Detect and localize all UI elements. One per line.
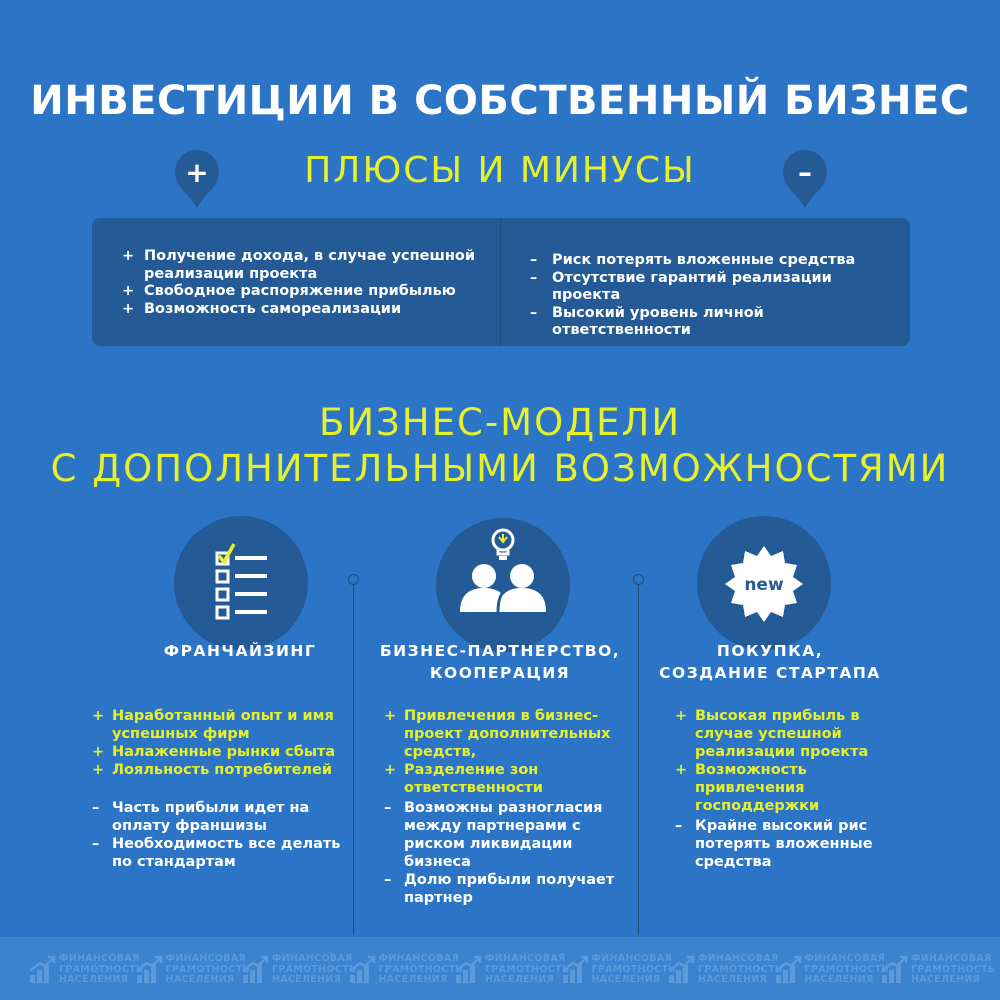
list-item: + Свободное распоряжение прибылью <box>122 283 456 299</box>
pros-list <box>122 248 492 318</box>
list-item: – Долю прибыли получает партнер <box>384 872 615 906</box>
list-item: – Необходимость все делать по стандартам <box>92 836 341 870</box>
partners-lightbulb-icon <box>436 518 570 652</box>
checklist-icon <box>174 516 308 650</box>
list-item: + Получение дохода, в случае успешной реализации проекта <box>122 248 476 282</box>
model-name-franchising: ФРАНЧАЙЗИНГ <box>163 642 317 660</box>
minus-symbol: – <box>798 156 812 189</box>
separator-line <box>353 585 354 935</box>
plus-symbol: + <box>185 156 209 189</box>
pros-cons-panel <box>92 218 910 346</box>
footer-logo-text: ФИНАНСОВАЯ ГРАМОТНОСТЬ НАСЕЛЕНИЯ <box>272 953 357 986</box>
model-name-startup: ПОКУПКА, СОЗДАНИЕ СТАРТАПА <box>659 642 881 682</box>
franchising-list <box>92 707 342 871</box>
list-item: – Отсутствие гарантий реализации проекта <box>530 269 832 303</box>
list-item: – Риск потерять вложенные средства <box>530 252 856 268</box>
footer-logo <box>241 947 357 993</box>
growth-chart-icon <box>774 955 802 985</box>
growth-chart-icon <box>241 955 269 985</box>
separator-line <box>638 585 639 935</box>
footer-logo <box>774 947 889 993</box>
separator-dot <box>348 574 359 585</box>
growth-chart-icon <box>348 955 376 985</box>
list-item: + Возможность самореализации <box>122 300 402 317</box>
growth-chart-icon <box>135 955 163 985</box>
footer-logo <box>454 947 570 993</box>
footer-logo-text: ФИНАНСОВАЯ ГРАМОТНОСТЬ НАСЕЛЕНИЯ <box>165 953 250 986</box>
list-item: + Возможность привлечения господдержки <box>675 762 820 814</box>
list-item: – Часть прибыли идет на оплату франшизы <box>92 800 310 834</box>
growth-chart-icon <box>880 955 908 985</box>
growth-chart-icon <box>561 955 589 985</box>
list-item: – Высокий уровень личной ответственности <box>530 304 764 338</box>
growth-chart-icon <box>667 955 695 985</box>
minus-pin-icon <box>781 150 829 210</box>
list-item: – Крайне высокий рис потерять вложенные средства <box>675 818 873 870</box>
list-item: + Разделение зон ответственности <box>384 762 543 796</box>
list-item: + Высокая прибыль в случае успешной реализации проекта <box>675 708 869 760</box>
partnership-list <box>384 707 624 907</box>
footer-logo-text: ФИНАНСОВАЯ ГРАМОТНОСТЬ НАСЕЛЕНИЯ <box>591 953 676 986</box>
startup-list <box>675 707 920 871</box>
growth-chart-icon <box>28 955 56 985</box>
list-item: + Привлечения в бизнес-проект дополнительных средств, <box>384 708 611 760</box>
footer-logo-text: ФИНАНСОВАЯ ГРАМОТНОСТЬ НАСЕЛЕНИЯ <box>485 953 570 986</box>
footer-logo <box>348 947 463 993</box>
page-subtitle: ПЛЮСЫ И МИНУСЫ <box>304 150 696 191</box>
footer-logo <box>880 947 996 993</box>
divider <box>500 218 501 346</box>
separator-dot <box>633 574 644 585</box>
footer-logo <box>28 947 144 993</box>
models-section-title: БИЗНЕС-МОДЕЛИ С ДОПОЛНИТЕЛЬНЫМИ ВОЗМОЖНОСТЯМИ <box>50 401 950 490</box>
footer-logo-text: ФИНАНСОВАЯ ГРАМОТНОСТЬ НАСЕЛЕНИЯ <box>378 953 463 986</box>
footer-logo-text: ФИНАНСОВАЯ ГРАМОТНОСТЬ НАСЕЛЕНИЯ <box>804 953 889 986</box>
growth-chart-icon <box>454 955 482 985</box>
footer-logo-text: ФИНАНСОВАЯ ГРАМОТНОСТЬ НАСЕЛЕНИЯ <box>698 953 783 986</box>
footer-logo <box>135 947 250 993</box>
list-item: + Наработанный опыт и имя успешных фирм <box>92 708 334 742</box>
page-title: ИНВЕСТИЦИИ В СОБСТВЕННЫЙ БИЗНЕС <box>30 78 970 124</box>
footer-logo-strip <box>0 937 1000 1000</box>
model-name-partnership: БИЗНЕС-ПАРТНЕРСТВО, КООПЕРАЦИЯ <box>379 642 621 682</box>
new-badge-label: new <box>744 575 784 595</box>
list-item: + Лояльность потребителей <box>92 762 333 778</box>
footer-logo <box>561 947 676 993</box>
list-item: + Налаженные рынки сбыта <box>92 744 336 760</box>
new-badge-icon <box>697 516 831 650</box>
footer-logo <box>667 947 783 993</box>
footer-logo-text: ФИНАНСОВАЯ ГРАМОТНОСТЬ НАСЕЛЕНИЯ <box>59 953 144 986</box>
footer-logo-text: ФИНАНСОВАЯ ГРАМОТНОСТЬ НАСЕЛЕНИЯ <box>911 953 996 986</box>
cons-list <box>530 252 900 340</box>
list-item: – Возможны разногласия между партнерами с риском ликвидации бизнеса <box>384 800 603 870</box>
